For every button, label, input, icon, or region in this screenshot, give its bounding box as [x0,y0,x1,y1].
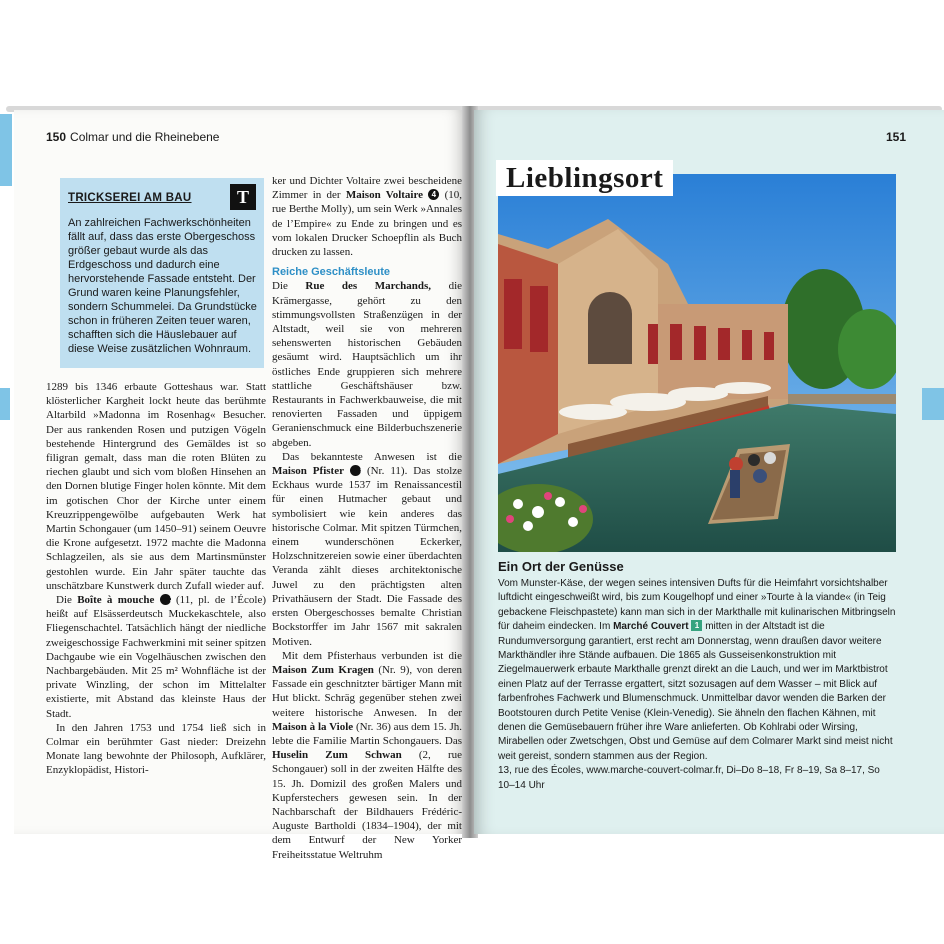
section-tab-marker [0,388,10,420]
map-number-icon: 3 [160,594,171,605]
col2-paragraph-3: Das bekannteste Anwesen ist die Maison Pfister 5 (Nr. 11). Das stolze Eckhaus wurde 1537 im Renaissancestil für einen Hutmacher gebaut und symbolisiert wie kein anderes das historische Colmar. Mit spitzen Türmchen, einem wunderschönen Eckerker, Holzschnitzereien sowie einer überdachten Veranda zählt dieses architektonische Juwel zu den prächtigsten alten Privathäusern der Stadt. Die Fassade des ersten Obergeschosses bemalte Christian Bockstorffer im Jahr 1567 mit sakralen Motiven. [272,450,463,648]
map-number-icon: 4 [428,189,439,200]
col2-paragraph-4: Mit dem Pfisterhaus verbunden ist die Maison Zum Kragen (Nr. 9), von deren Fassade ein geschnitzter bärtiger Mann mit Hut blickt. Schräg gegenüber stehen zwei weitere historische Anwesen. In der Maison à la Viole (Nr. 36) aus dem 15. Jh. lebte die Familie Martin Schongauers. Das Huselin Zum Schwan (2, rue Schongauer) soll in der zweiten Hälfte des 15. Jh. Domizil des großen Malers und Kupferstechers gewesen sein. In der Nachbarschaft der Bildhauers Frédéric-Auguste Bartholdi (1834–1904), der mit dem Entwurf der New Yorker Freiheitsstatue Weltruhm [272,649,462,861]
map-number-icon: 5 [350,465,361,476]
col1-paragraph-1: 1289 bis 1346 erbaute Gotteshaus war. Statt klösterlicher Kargheit lockt heute das berühmte Altarbild »Madonna im Rosenhag« Besucher. Der aus rankenden Rosen und putzigen Vögeln bestehende Hintergrund des Gemäldes ist so filigran gemalt, dass man die roten Blüten zu riechen glaubt und sich vom bloßen Hinsehen an den Dornen blutige Finger holen könnte. Mit dem im gotischen Chor der Kirche unter einem Kreuzrippengewölbe aufgebauten Werk hat Martin Schongauer (um 1450–91) seinem Oeuvre die Krone aufgesetzt. 1972 machte die Madonna Schlagzeilen, als sie aus dem Martinsmünster gestohlen wurde. Ein Jahr später tauchte das unschätzbare Kunstwerk durch Zufall wieder auf. [46,381,266,592]
place-name: Maison Pfister [272,465,344,478]
info-box-title: TRICKSEREI AM BAU [68,192,192,204]
article-subtitle: Ein Ort der Genüsse [498,559,624,574]
info-box-text: An zahlreichen Fachwerkschönheiten fällt auf, dass das erste Obergeschoss größer gebaut wurde als das Erdgeschoss und dadurch eine hervorstehende Fassade entsteht. Der Grund waren keine Planungsfehler, sondern Schummelei. Da Grundstücke schon in früheren Zeiten teuer waren, schafften sich die Häuslebauer auf diese Weise zusätzlichen Wohnraum. [68,217,257,355]
address-line: 13, rue des Écoles, www.marche-couvert-colmar.fr, Di–Do 8–18, Fr 8–19, Sa 8–17, So 10–14 Uhr [498,765,880,791]
place-name: Maison Voltaire [345,189,424,202]
col1-paragraph-2: Die Boîte à mouche 3 (11, pl. de l’École) heißt auf Elsässerdeutsch Muckekaschtele, also Fliegenschachtel. Tatsächlich hängt der niedliche zweigeschossige Fachwerkmini mit seiner spitzen Dachgaube wie ein Vogelhäuschen zwischen den Nachbargebäuden. Mit 25 m² Wohnfläche ist der private Winzling, der schon im Mittelalter existierte, mit Abstand das kleinste Haus der Stadt. [46,594,266,720]
col2-paragraph-1: ker und Dichter Voltaire zwei bescheidene Zimmer in der Maison Voltaire 4 (10, rue Berthe Molly), um sein Werk »Annales de l’Empire« zu Ende zu bringen und es vom lokalen Drucker Schoepflin als Buch drucken zu lassen. [272,175,463,259]
photo-illustration [498,174,896,552]
right-page [474,110,944,834]
place-name: Boîte à mouche [77,594,155,607]
section-tab-marker [922,388,944,420]
col1-paragraph-3: In den Jahren 1753 und 1754 ließ sich in Colmar ein berühmter Gast nieder: Dreizehn Monate lang bewohnte der Philosoph, Aufklärer, Enzyklopädist, Histori- [46,721,266,777]
market-hall-photo [498,174,896,552]
article-paragraph: Vom Munster-Käse, der wegen seines intensiven Dufts für die Heimfahrt vorsichtshalber luftdicht eingeschweißt wird, bis zum Kougelhopf und einer »Tourte à la viande« (in Teig gebackene Fleischpastete) kann man sich in der Markthalle mit kulinarischen Mitbringseln für daheim eindecken. Im Marché Couvert 1 mitten in der Altstadt ist die Rundumversorgung garantiert, erst recht am Donnerstag, wenn draußen davor weitere Markthändler ihre Stände aufbauen. Die 1865 als Gusseisenkonstruktion mit Ziegelmauerwerk erbaute Markthalle grenzt direkt an die Lauch, und wer im Marktbistrot einen Platz auf der Terrasse ergattert, sitzt sozusagen auf dem Wasser – mit Blick auf farbenfrohes Fachwerk und Blumenschmuck. Unmittelbar davor wenden die Barken der Bootstouren durch Petite Venise (Klein-Venedig). Sie ähneln den flachen Kähnen, mit denen die Gemüsebauern früher ihre Ware anlieferten. Ob Kohlrabi oder Wirsing, Mirabellen oder Zwetschgen, Obst und Gemüse auf dem Colmarer Markt sind meist nicht weit gereist, sondern stammen aus der Region. [498,578,896,762]
left-column-1 [46,380,266,778]
left-page-number: 150 [46,130,67,144]
place-name: Marché Couvert [613,621,689,633]
open-book [0,106,944,861]
subheading: Reiche Geschäftsleute [272,266,390,279]
tip-marker-icon: T [230,184,256,210]
left-running-title: Colmar und die Rheinebene [70,130,220,144]
right-page-number: 151 [885,130,906,144]
left-page [14,110,466,861]
section-tab [0,114,12,186]
col2-paragraph-2: Die Rue des Marchands, die Krämergasse, gehört zu den stimmungsvollsten Straßenzügen in der Altstadt, weil sie von mehreren sehenswerten historischen Gebäuden gesäumt wird. Hauptsächlich um ihr östliches Ende gruppieren sich mehrere stattliche Geschäftshäuser bzw. Restaurants in Fachwerkbauweise, die mit renovierten Fassaden und üppigem Geranienschmuck eine Bilderbuchszenerie abgeben. [272,280,463,449]
info-box [60,178,264,368]
place-name: Rue des Marchands, [305,280,432,293]
article-body [498,577,898,793]
favourite-place-heading: Lieblingsort [496,160,673,196]
left-running-head [46,130,219,144]
left-column-2 [272,174,462,862]
map-number-icon: 1 [691,620,702,631]
